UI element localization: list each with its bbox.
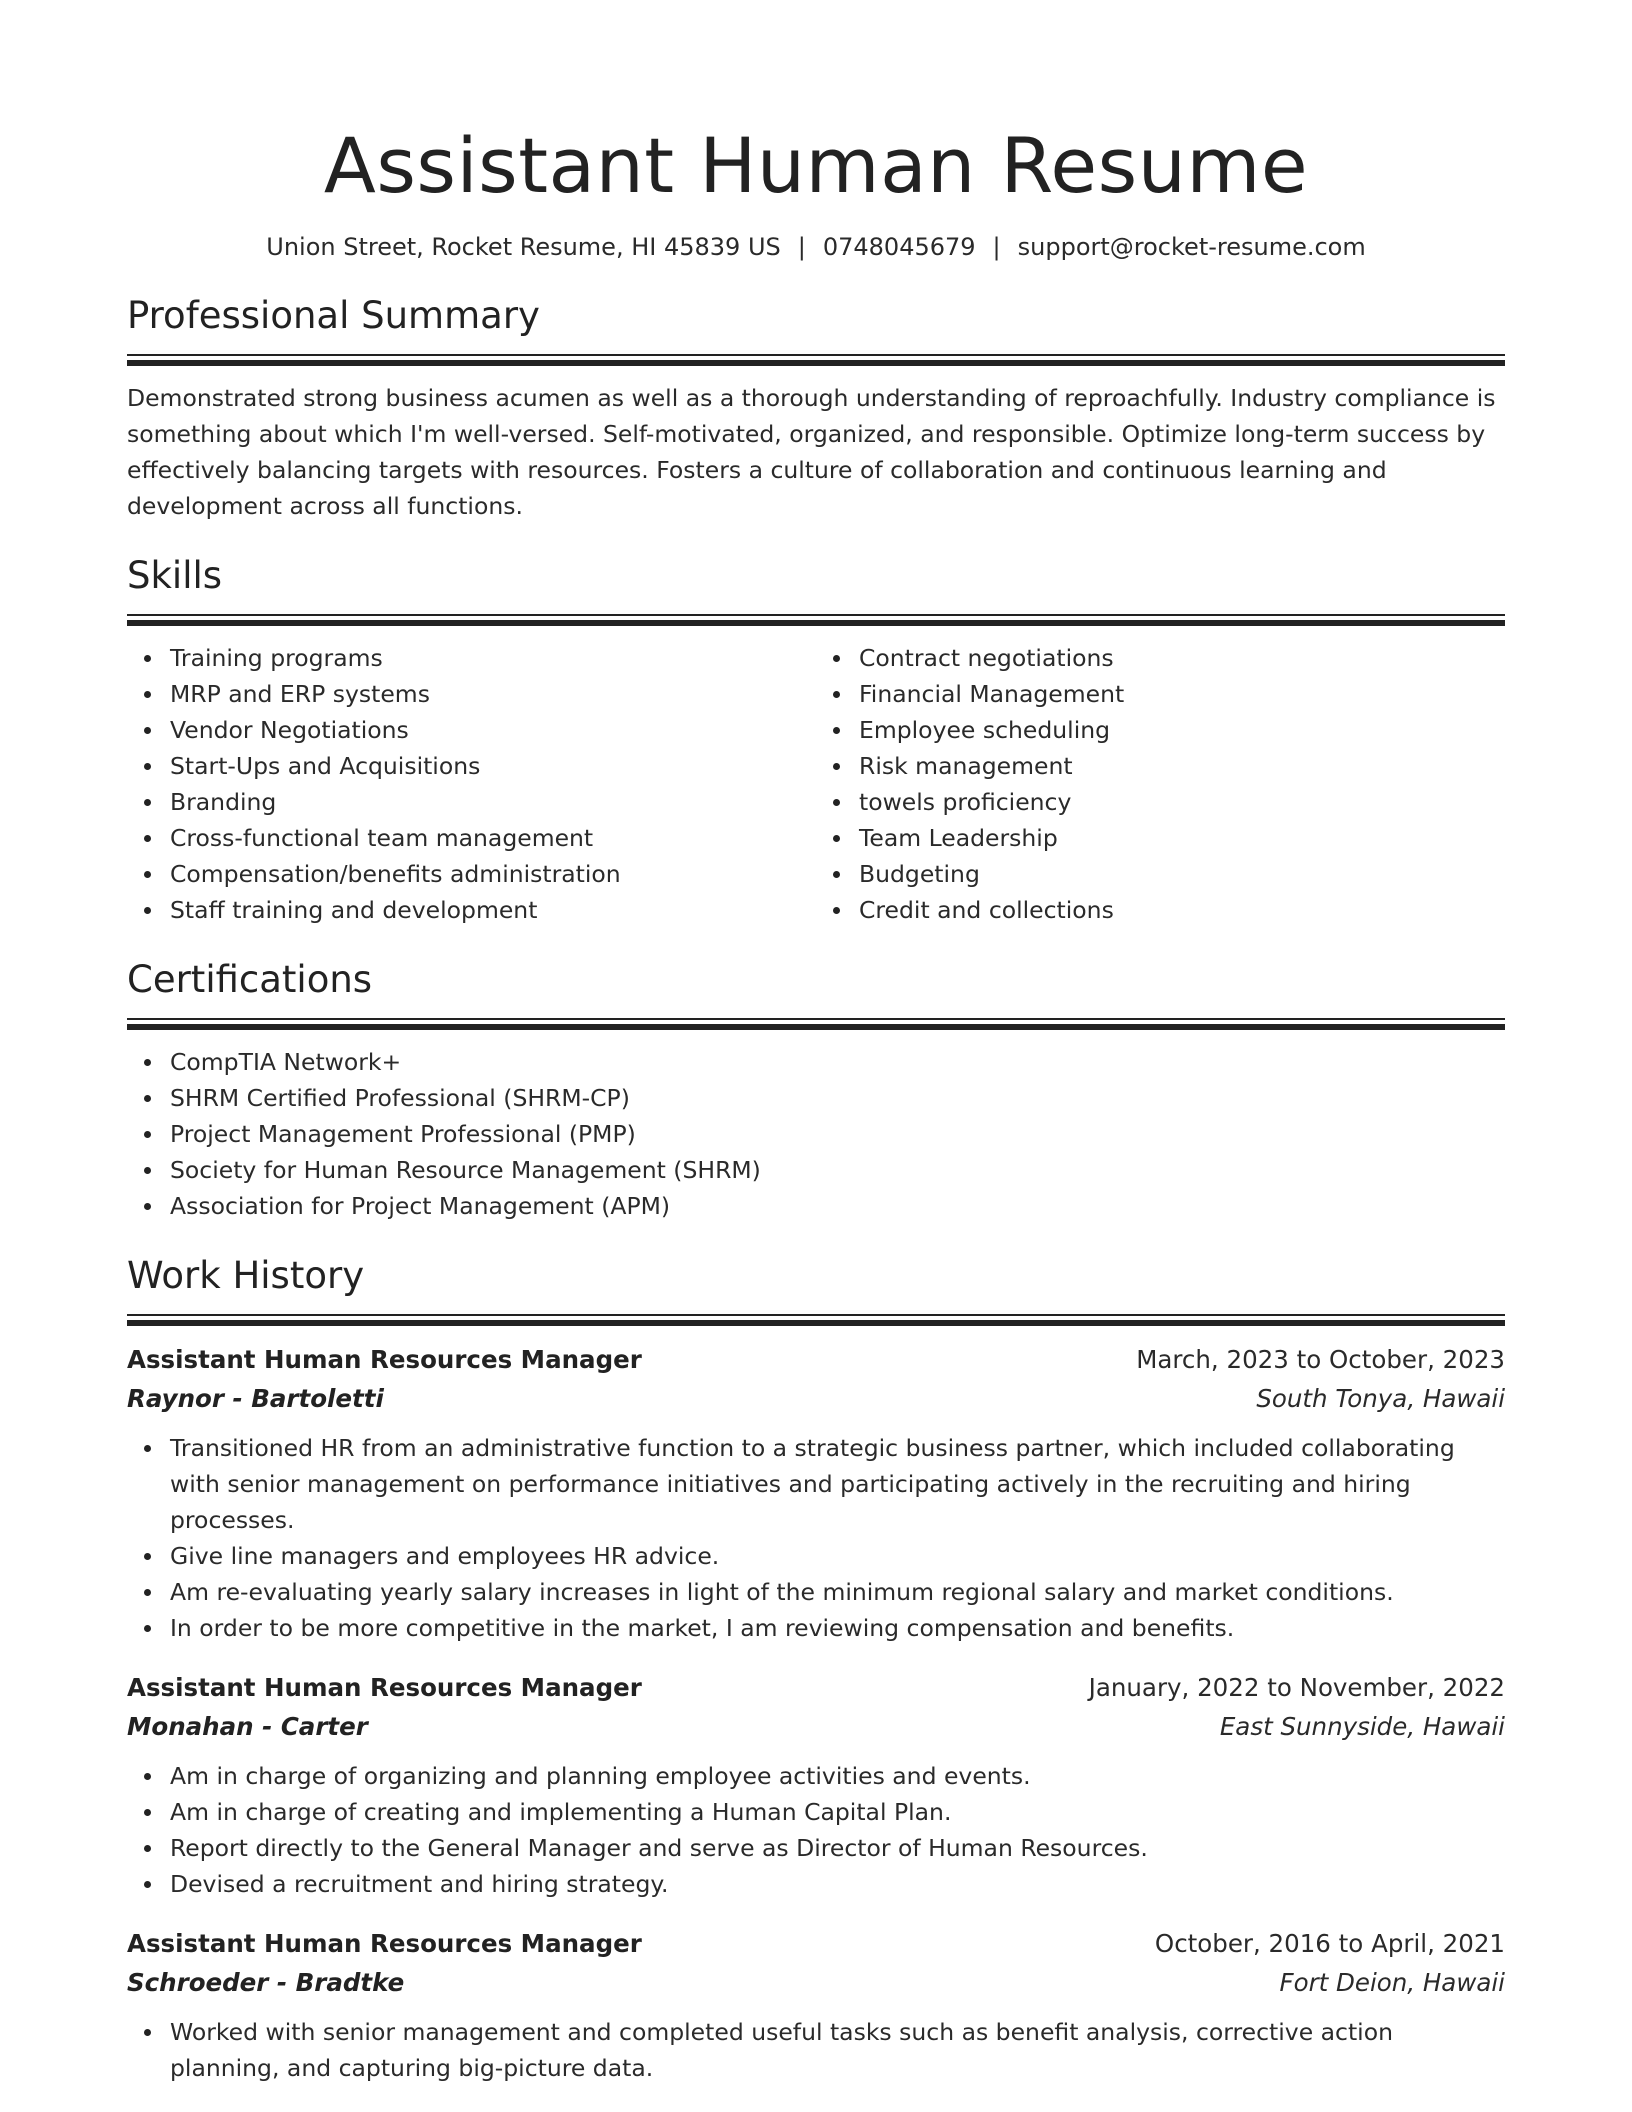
job-dates: January, 2022 to November, 2022 <box>1088 1673 1505 1702</box>
skill-item: Branding <box>170 784 816 820</box>
section-divider <box>127 1018 1505 1030</box>
job-bullets <box>127 1758 1505 1902</box>
skill-item: Credit and collections <box>859 892 1505 928</box>
skill-item: Employee scheduling <box>859 712 1505 748</box>
skills-list-right <box>816 640 1505 928</box>
certifications-list <box>127 1044 1505 1224</box>
job-bullet: Am in charge of creating and implementing a Human Capital Plan. <box>170 1794 1505 1830</box>
skills-heading: Skills <box>127 554 223 597</box>
job-bullet: In order to be more competitive in the market, I am reviewing compensation and benefits. <box>170 1610 1505 1646</box>
work-history-section <box>127 1252 1505 2086</box>
job-header-row <box>127 1668 1505 1707</box>
job-title: Assistant Human Resources Manager <box>127 1345 642 1374</box>
certifications-section <box>127 956 1505 1224</box>
job-company: Raynor - Bartoletti <box>127 1384 384 1413</box>
skill-item: MRP and ERP systems <box>170 676 816 712</box>
summary-section <box>127 292 1505 524</box>
job-company: Schroeder - Bradtke <box>127 1968 405 1997</box>
section-divider <box>127 1314 1505 1326</box>
skill-item: Risk management <box>859 748 1505 784</box>
certification-item: CompTIA Network+ <box>170 1044 1505 1080</box>
job-company-row <box>127 1963 1505 2002</box>
job-bullets <box>127 1430 1505 1646</box>
certifications-heading: Certifications <box>127 958 373 1001</box>
job-company-row <box>127 1707 1505 1746</box>
skill-item: Vendor Negotiations <box>170 712 816 748</box>
skill-item: Financial Management <box>859 676 1505 712</box>
skill-item: Budgeting <box>859 856 1505 892</box>
skill-item: Staff training and development <box>170 892 816 928</box>
skill-item: Training programs <box>170 640 816 676</box>
job-header-row <box>127 1924 1505 1963</box>
job-bullet: Devised a recruitment and hiring strategy. <box>170 1866 1505 1902</box>
certification-item: SHRM Certified Professional (SHRM-CP) <box>170 1080 1505 1116</box>
contact-phone: 0748045679 <box>822 233 976 261</box>
job-entry <box>127 1924 1505 2086</box>
job-header-row <box>127 1340 1505 1379</box>
job-bullet: Am re-evaluating yearly salary increases in light of the minimum regional salary and market conditions. <box>170 1574 1505 1610</box>
job-title: Assistant Human Resources Manager <box>127 1929 642 1958</box>
job-location: South Tonya, Hawaii <box>1256 1384 1505 1413</box>
job-company: Monahan - Carter <box>127 1712 368 1741</box>
section-divider <box>127 354 1505 366</box>
certification-item: Project Management Professional (PMP) <box>170 1116 1505 1152</box>
section-divider <box>127 614 1505 626</box>
job-entry <box>127 1668 1505 1902</box>
skill-item: Compensation/benefits administration <box>170 856 816 892</box>
job-bullet: Report directly to the General Manager and serve as Director of Human Resources. <box>170 1830 1505 1866</box>
job-entry <box>127 1340 1505 1646</box>
contact-address: Union Street, Rocket Resume, HI 45839 US <box>266 233 781 261</box>
job-bullets <box>127 2014 1505 2086</box>
skill-item: Cross-functional team management <box>170 820 816 856</box>
contact-separator: | <box>797 233 806 261</box>
job-dates: October, 2016 to April, 2021 <box>1154 1929 1505 1958</box>
contact-email: support@rocket-resume.com <box>1017 233 1366 261</box>
skill-item: towels proficiency <box>859 784 1505 820</box>
work-history-heading: Work History <box>127 1254 365 1297</box>
job-title: Assistant Human Resources Manager <box>127 1673 642 1702</box>
job-location: East Sunnyside, Hawaii <box>1219 1712 1505 1741</box>
skills-list-left <box>127 640 816 928</box>
skills-grid <box>127 640 1505 928</box>
contact-line <box>127 230 1505 264</box>
job-bullet: Give line managers and employees HR advice. <box>170 1538 1505 1574</box>
skill-item: Start-Ups and Acquisitions <box>170 748 816 784</box>
resume-title: Assistant Human Resume <box>323 121 1309 210</box>
job-bullet: Worked with senior management and completed useful tasks such as benefit analysis, corrective action planning, and capturing big-picture data. <box>170 2014 1505 2086</box>
skill-item: Contract negotiations <box>859 640 1505 676</box>
job-company-row <box>127 1379 1505 1418</box>
job-bullet: Transitioned HR from an administrative function to a strategic business partner, which included collaborating with senior management on performance initiatives and participating actively in the recruiting and hiring processes. <box>170 1430 1505 1538</box>
job-bullet: Am in charge of organizing and planning employee activities and events. <box>170 1758 1505 1794</box>
certification-item: Association for Project Management (APM) <box>170 1188 1505 1224</box>
certification-item: Society for Human Resource Management (SHRM) <box>170 1152 1505 1188</box>
skills-section <box>127 552 1505 928</box>
contact-separator: | <box>992 233 1001 261</box>
job-dates: March, 2023 to October, 2023 <box>1136 1345 1505 1374</box>
job-location: Fort Deion, Hawaii <box>1279 1968 1505 1997</box>
summary-text: Demonstrated strong business acumen as well as a thorough understanding of reproachfully. Industry compliance is something about which I'm well-versed. Self-motivated, organized, and responsible. Optimize long-term success by effectively balancing targets with resources. Fosters a culture of collaboration and continuous learning and development across all functions. <box>127 384 1496 520</box>
skill-item: Team Leadership <box>859 820 1505 856</box>
summary-heading: Professional Summary <box>127 294 540 337</box>
